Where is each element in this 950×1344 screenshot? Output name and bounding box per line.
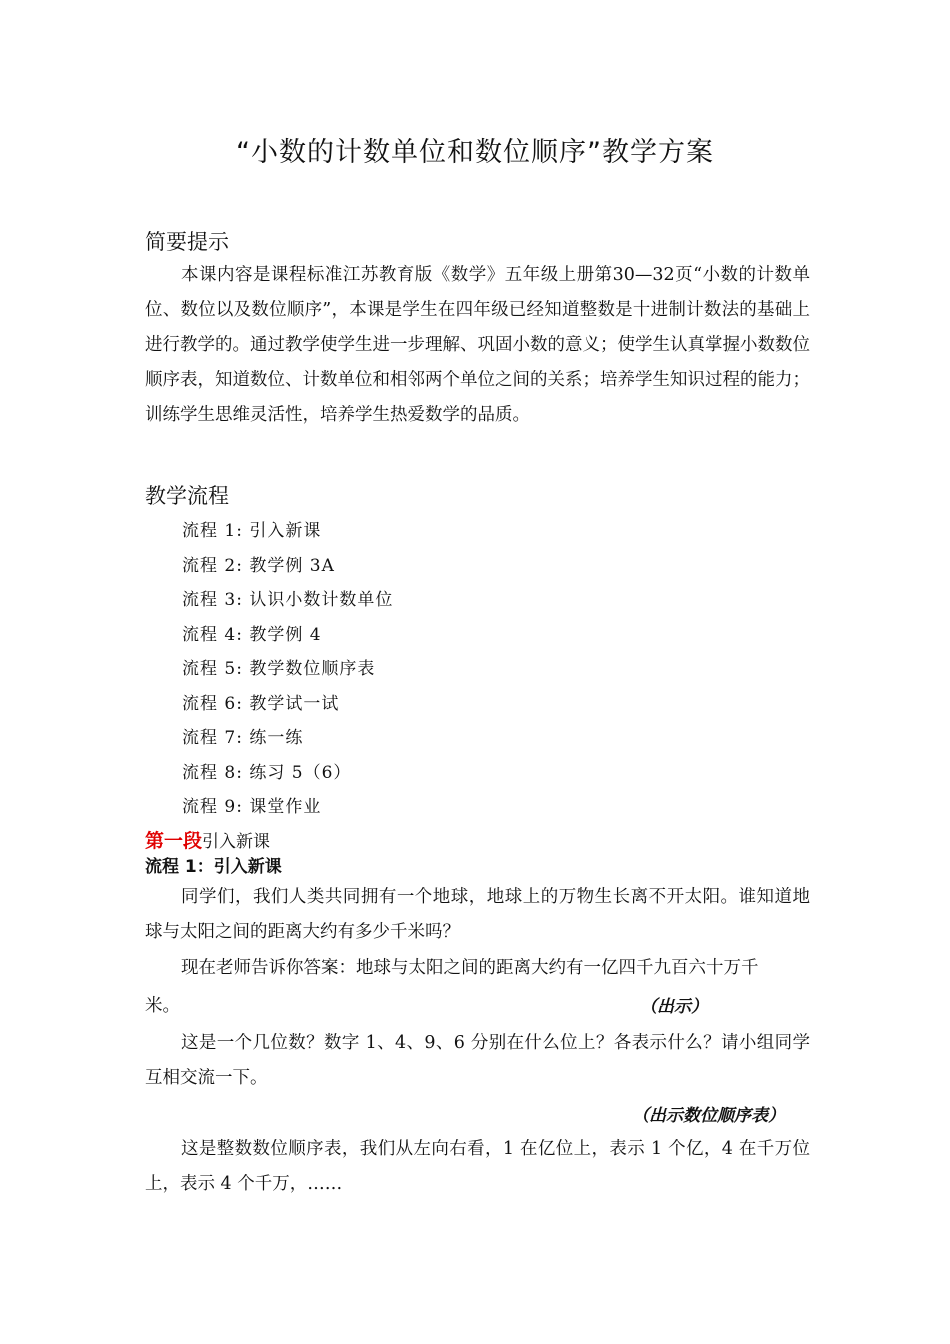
flow-item: 流程 7: 练一练 [182, 728, 304, 748]
flow-item: 流程 2: 教学例 3A [182, 555, 335, 576]
flow-item: 流程 1: 引入新课 [182, 521, 322, 541]
flow-heading: 教学流程 [145, 484, 229, 508]
segment-tag: 第一段 [145, 830, 203, 852]
paragraph-answer: 现在老师告诉你答案：地球与太阳之间的距离大约有一亿四千九百六十万千 [181, 958, 759, 978]
summary-paragraph: 本课内容是课程标准江苏教育版《数学》五年级上册第30—32页“小数的计数单位、数位以及数位顺序”，本课是学生在四年级已经知道整数是十进制计数法的基础上进行教学的。通过教学使学生进一步理解、巩固小数的意义；使学生认真掌握小数数位顺序表，知道数位、计数单位和相邻两个单位之间的关系；培养学生知识过程的能力；训练学生思维灵活性，培养学生热爱数学的品质。 [145, 265, 810, 425]
flow-item: 流程 8: 练习 5（6） [182, 762, 352, 783]
flow-item: 流程 5: 教学数位顺序表 [182, 659, 376, 679]
flow-item: 流程 9: 课堂作业 [182, 797, 322, 817]
note-show: （出示） [640, 997, 708, 1017]
flow-item: 流程 6: 教学试一试 [182, 693, 340, 714]
flow1-heading: 流程 1：引入新课 [145, 857, 282, 877]
segment-label: 引入新课 [202, 832, 271, 852]
flow-item: 流程 3: 认识小数计数单位 [182, 590, 394, 610]
segment-heading [145, 826, 270, 853]
summary-heading: 简要提示 [145, 230, 229, 254]
paragraph-answer-end: 米。 [145, 996, 180, 1016]
paragraph-intro: 同学们，我们人类共同拥有一个地球，地球上的万物生长离不开太阳。谁知道地球与太阳之间的距离大约有多少千米吗？ [145, 887, 810, 942]
paragraph-table: 这是整数数位顺序表，我们从左向右看，1 在亿位上，表示 1 个亿，4 在千万位上，表示 4 个千万，…… [145, 1139, 810, 1194]
note-show-table: （出示数位顺序表） [632, 1106, 785, 1126]
flow-item: 流程 4: 教学例 4 [182, 624, 322, 645]
document-title: “小数的计数单位和数位顺序”教学方案 [236, 137, 714, 168]
paragraph-question: 这是一个几位数？数字 1、4、9、6 分别在什么位上？各表示什么？请小组同学互相交流一下。 [145, 1033, 810, 1088]
flow-list [182, 514, 393, 825]
